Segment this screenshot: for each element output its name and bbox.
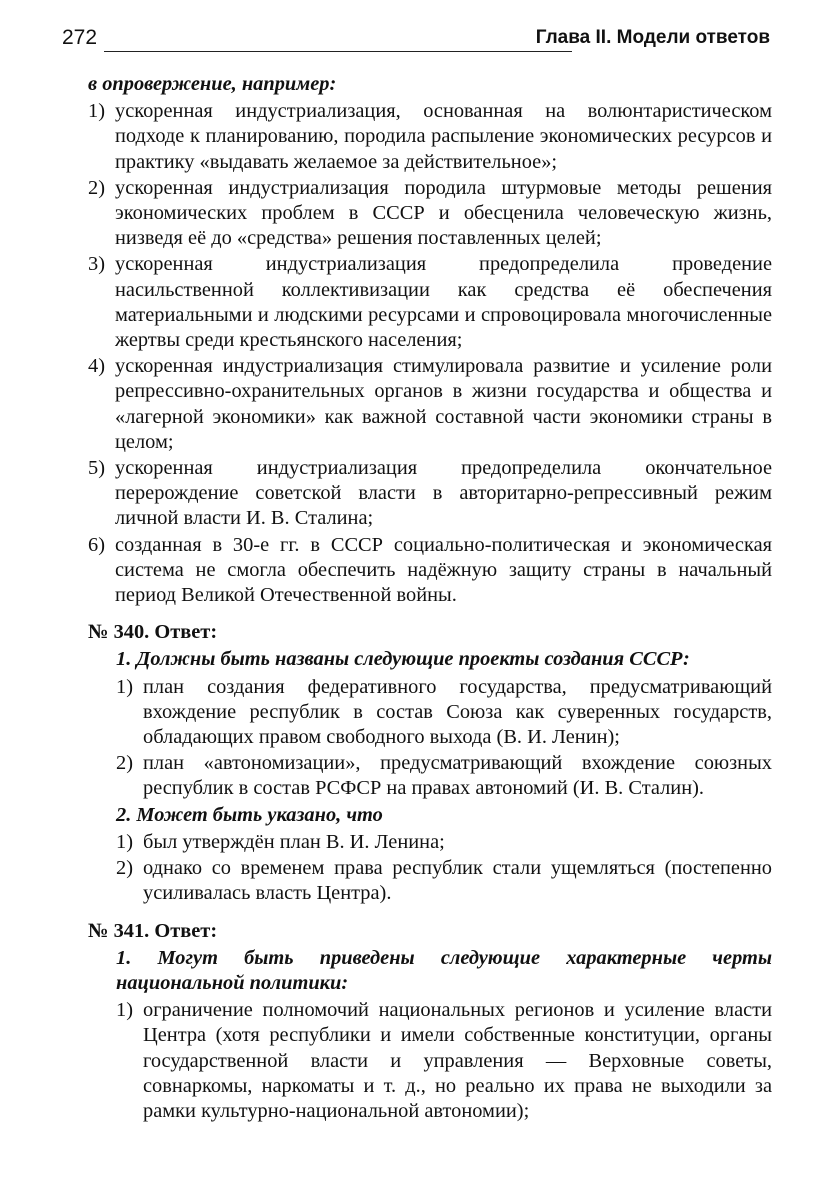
item-number: 5) [88, 457, 105, 480]
item-number: 1) [116, 999, 133, 1022]
item-text: ускоренная индустриализация, основанная на волюнтаристическом подходе к планированию, породила распыление экономических ресурсов и практику «выдавать желаемое за действительное»; [115, 100, 772, 173]
item-text: ограничение полномочий национальных регионов и усиление власти Центра (хотя республики и имели собственные конституции, органы государственной власти и управления — Верховные советы, совнаркомы, наркоматы и т. д., но реально их права не выходили за рамки культурно-национальной автономии); [143, 999, 772, 1122]
answer-340-part2-heading: 2. Может быть указано, что [116, 803, 383, 826]
item-text: ускоренная индустриализация стимулировала развитие и усиление роли репрессивно-охранительных органов в жизни государства и общества и «лагерной экономики» как важной составной части экономики страны в целом; [115, 355, 772, 453]
item-text: ускоренная индустриализация породила штурмовые методы решения экономических проблем в СССР и обесценила человеческую жизнь, низведя её до «средства» решения поставленных целей; [115, 176, 772, 250]
list-item [116, 998, 772, 1124]
answer-340-part1-list [116, 675, 772, 802]
list-item [88, 354, 772, 455]
list-item [88, 533, 772, 609]
answer-340-part2-list [116, 830, 772, 907]
item-text: был утверждён план В. И. Ленина; [143, 830, 445, 853]
item-text: план «автономизации», предусматривающий вхождение союзных республик в состав РСФСР на правах автономий (И. В. Сталин). [143, 752, 772, 800]
list-item [88, 456, 772, 532]
item-number: 6) [88, 533, 105, 556]
item-number: 2) [116, 752, 133, 775]
item-text: ускоренная индустриализация предопределила окончательное перерождение советской власти в авторитарно-репрессивный режим личной власти И. В. Сталина; [115, 457, 772, 530]
item-number: 1) [116, 675, 133, 698]
intro-lead: в опровержение, например: [88, 73, 337, 95]
header-rule [104, 51, 572, 52]
item-number: 1) [116, 830, 133, 853]
list-item [116, 830, 772, 855]
list-item [88, 252, 772, 353]
item-number: 1) [88, 100, 105, 123]
list-item [88, 99, 772, 175]
chapter-title: Глава II. Модели ответов [535, 27, 770, 48]
item-number: 2) [116, 857, 133, 880]
item-text: план создания федеративного государства, предусматривающий вхождение республик в состав Союза как суверенных государств, обладающих правом свободного выхода (В. И. Ленин); [143, 675, 772, 749]
answer-341-part1-heading: 1. Могут быть приведены следующие характерные черты национальной политики: [116, 946, 772, 994]
list-item [116, 675, 772, 751]
answer-340-heading: № 340. Ответ: [88, 621, 218, 644]
list-item [116, 751, 772, 801]
answer-340-section [88, 620, 772, 1124]
item-text: однако со временем права республик стали ущемляться (постепенно усиливалась власть Центра). [143, 857, 772, 905]
item-text: созданная в 30-е гг. в СССР социально-политическая и экономическая система не смогла обеспечить надёжную защиту страны в начальный период Великой Отечественной войны. [115, 533, 772, 607]
page-number: 272 [62, 26, 98, 49]
page-header [62, 24, 770, 58]
item-number: 3) [88, 253, 105, 276]
item-text: ускоренная индустриализация предопределила проведение насильственной коллективизации как средства её обеспечения материальными и людскими ресурсами и спровоцировала многочисленные жертвы среди крестьянского населения; [115, 253, 772, 352]
answer-341-heading: № 341. Ответ: [88, 919, 218, 942]
answer-341-part1-list [116, 998, 772, 1124]
intro-list [88, 99, 772, 608]
answer-340-part1-heading: 1. Должны быть названы следующие проекты создания СССР: [116, 648, 690, 671]
page-content [88, 72, 772, 1125]
item-number: 2) [88, 176, 105, 199]
item-number: 4) [88, 355, 105, 378]
list-item [88, 176, 772, 252]
list-item [116, 856, 772, 906]
